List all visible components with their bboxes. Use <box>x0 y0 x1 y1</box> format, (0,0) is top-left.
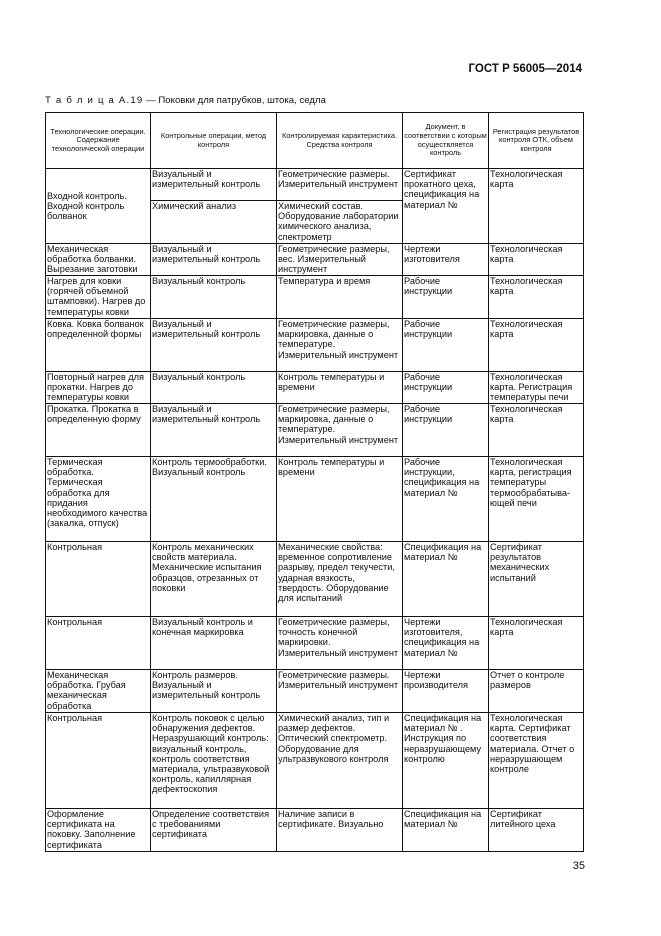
table-caption-label: Т а б л и ц а А.19 <box>45 95 144 106</box>
table-row <box>46 670 584 713</box>
registration-cell: Технологическая карта <box>489 276 584 319</box>
registration-cell: Технологическая карта <box>489 319 584 372</box>
table-caption-text: — Поковки для патрубков, штока, седла <box>143 95 326 106</box>
document-cell: Рабочие инструкции <box>403 276 489 319</box>
table-row <box>46 404 584 457</box>
document-cell: Рабочие инструкции <box>403 319 489 372</box>
header-cell: Документ, в соответствии с которым осуществляется контроль <box>403 113 489 169</box>
registration-cell: Технологическая карта, регистрация температуры термообрабатыва-ющей печи <box>489 457 584 542</box>
operation-cell: Оформление сертификата на поковку. Заполнение сертификата <box>46 809 151 852</box>
operation-cell: Нагрев для ковки (горячей объемной штамповки). Нагрев до температуры ковки <box>46 276 151 319</box>
header-cell: Технологические операции. Содержание технологической операции <box>46 113 151 169</box>
table-header-row <box>46 113 584 169</box>
document-code: ГОСТ Р 56005—2014 <box>468 63 582 75</box>
characteristic-cell: Геометрические размеры, вес. Измерительный инструмент <box>277 244 403 276</box>
characteristic-cell: Механические свойства: временное сопротивление разрыву, предел текучести, ударная вязкость, твердость. Оборудование для испытаний <box>277 542 403 617</box>
operation-cell: Ковка. Ковка болванок определенной формы <box>46 319 151 372</box>
characteristic-cell: Контроль температуры и времени <box>277 457 403 542</box>
method-cell: Определение соответствия с требованиями сертификата <box>151 809 277 852</box>
table-row <box>46 319 584 372</box>
document-cell: Спецификация на материал № . Инструкция по неразрушающему контролю <box>403 713 489 809</box>
registration-cell: Технологическая карта. Сертификат соответствия материала. Отчет о неразрушающем контроле <box>489 713 584 809</box>
method-cell: Визуальный и измерительный контроль <box>151 319 277 372</box>
characteristic-cell: Температура и время <box>277 276 403 319</box>
method-cell: Контроль механических свойств материала. Механические испытания образцов, отрезанных от поковки <box>151 542 277 617</box>
characteristic-cell: Геометрические размеры, точность конечной маркировки. Измерительный инструмент <box>277 617 403 670</box>
document-cell: Рабочие инструкции <box>403 404 489 457</box>
characteristic-cell: Наличие записи в сертификате. Визуально <box>277 809 403 852</box>
table-row <box>46 809 584 852</box>
method-cell: Визуальный и измерительный контроль <box>151 169 277 201</box>
table-row <box>46 244 584 276</box>
operation-cell: Входной контроль. Входной контроль болванок <box>46 169 151 244</box>
header-cell: Контролируемая характеристика. Средства контроля <box>277 113 403 169</box>
operation-cell: Механическая обработка болванки. Вырезание заготовки <box>46 244 151 276</box>
document-cell: Рабочие инструкции, спецификация на материал № <box>403 457 489 542</box>
document-cell: Чертежи изготовителя <box>403 244 489 276</box>
table-row <box>46 542 584 617</box>
registration-cell: Отчет о контроле размеров <box>489 670 584 713</box>
method-cell: Визуальный контроль <box>151 276 277 319</box>
document-cell: Спецификация на материал № <box>403 809 489 852</box>
document-cell: Спецификация на материал № <box>403 542 489 617</box>
characteristic-cell: Химический состав. Оборудование лаборатории химического анализа, спектрометр <box>277 201 403 244</box>
table-row <box>46 276 584 319</box>
operation-cell: Контрольная <box>46 617 151 670</box>
operation-cell: Контрольная <box>46 542 151 617</box>
table-caption <box>45 95 326 106</box>
method-cell: Контроль поковок с целью обнаружения дефектов. Неразрушающий контроль: визуальный контроль, контроль соответствия материала, ультразвуковой контроль, капиллярная дефектоскопия <box>151 713 277 809</box>
registration-cell: Технологическая карта <box>489 169 584 244</box>
characteristic-cell: Геометрические размеры, маркировка, данные о температуре. Измерительный инструмент <box>277 404 403 457</box>
table-row <box>46 457 584 542</box>
characteristic-cell: Геометрические размеры, маркировка, данные о температуре. Измерительный инструмент <box>277 319 403 372</box>
inspection-table <box>45 112 584 852</box>
table-row <box>46 169 584 201</box>
method-cell: Контроль размеров. Визуальный и измерительный контроль <box>151 670 277 713</box>
operation-cell: Контрольная <box>46 713 151 809</box>
method-cell: Визуальный контроль <box>151 372 277 404</box>
document-cell: Рабочие инструкции <box>403 372 489 404</box>
document-cell: Чертежи производителя <box>403 670 489 713</box>
table-row <box>46 713 584 809</box>
registration-cell: Технологическая карта. Регистрация температуры печи <box>489 372 584 404</box>
registration-cell: Сертификат результатов механических испытаний <box>489 542 584 617</box>
characteristic-cell: Химический анализ, тип и размер дефектов. Оптический спектрометр. Оборудование для ультразвукового контроля <box>277 713 403 809</box>
method-cell: Визуальный и измерительный контроль <box>151 404 277 457</box>
table-row <box>46 617 584 670</box>
page-number: 35 <box>572 860 585 872</box>
document-cell: Чертежи изготовителя, спецификация на материал № <box>403 617 489 670</box>
operation-cell: Прокатка. Прокатка в определенную форму <box>46 404 151 457</box>
method-cell: Контроль термообработки. Визуальный контроль <box>151 457 277 542</box>
operation-cell: Термическая обработка. Термическая обработка для придания необходимого качества (закалка, отпуск) <box>46 457 151 542</box>
method-cell: Визуальный и измерительный контроль <box>151 244 277 276</box>
operation-cell: Механическая обработка. Грубая механическая обработка <box>46 670 151 713</box>
table-row <box>46 372 584 404</box>
characteristic-cell: Геометрические размеры. Измерительный инструмент <box>277 670 403 713</box>
method-cell: Химический анализ <box>151 201 277 244</box>
header-cell: Контрольные операции, метод контроля <box>151 113 277 169</box>
registration-cell: Технологическая карта <box>489 244 584 276</box>
registration-cell: Технологическая карта <box>489 617 584 670</box>
method-cell: Визуальный контроль и конечная маркировка <box>151 617 277 670</box>
registration-cell: Сертификат литейного цеха <box>489 809 584 852</box>
characteristic-cell: Геометрические размеры. Измерительный инструмент <box>277 169 403 201</box>
operation-cell: Повторный нагрев для прокатки. Нагрев до температуры ковки <box>46 372 151 404</box>
document-cell: Сертификат прокатного цеха, спецификация на материал № <box>403 169 489 244</box>
header-cell: Регистрация результатов контроля ОТК, объем контроля <box>489 113 584 169</box>
registration-cell: Технологическая карта <box>489 404 584 457</box>
characteristic-cell: Контроль температуры и времени <box>277 372 403 404</box>
